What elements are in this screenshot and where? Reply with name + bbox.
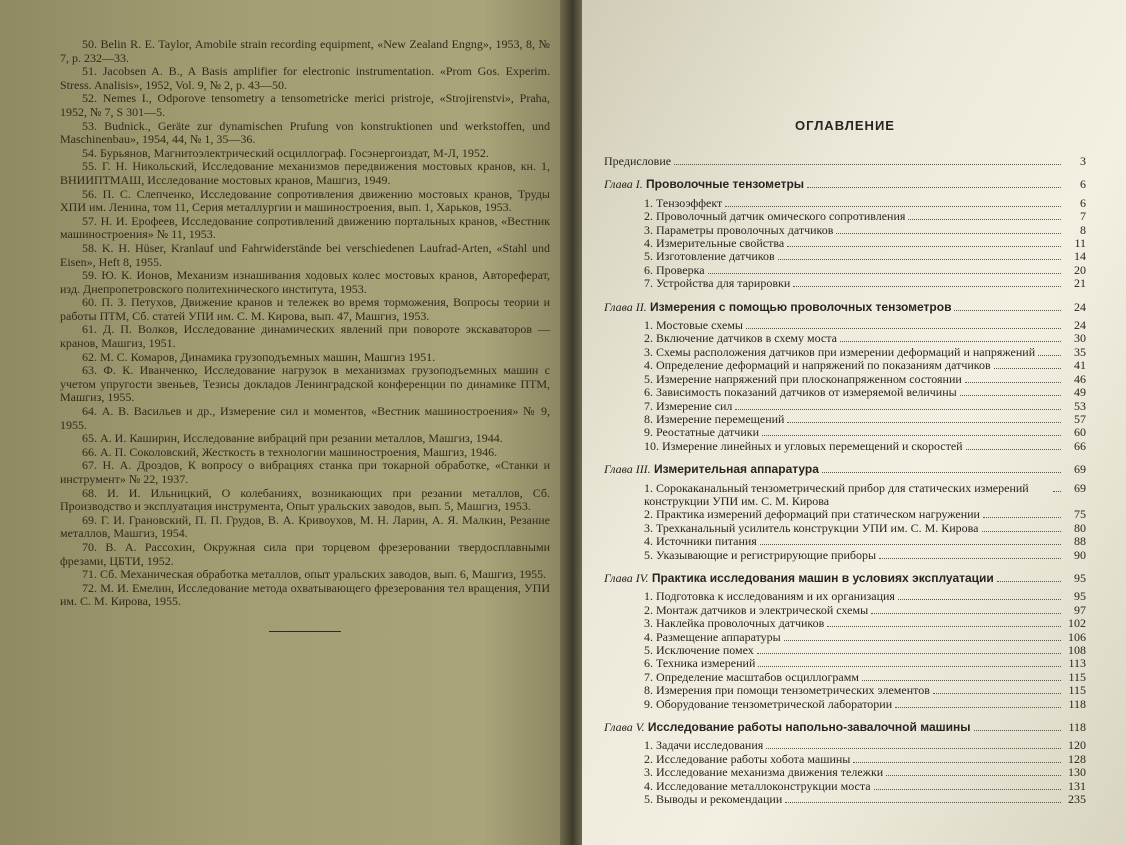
- reference-entry: 70. В. А. Рассохин, Окружная сила при торцевом фрезеровании твердосплавными фрезами, ЦБТИ, 1952.: [60, 539, 550, 568]
- toc-preface-page: 3: [1080, 154, 1086, 168]
- toc-section-page: 115: [1068, 669, 1086, 684]
- reference-entry: 59. Ю. К. Ионов, Механизм изнашивания ходовых колес мостовых кранов, Автореферат, изд. Днепропетровского политехнического института, 1953.: [60, 268, 550, 296]
- toc-section-label: 4. Исследование металлоконструкции моста: [644, 779, 871, 793]
- leader-dots: [725, 206, 1061, 207]
- toc-section: [604, 426, 1086, 439]
- toc-chapter: [604, 572, 1086, 585]
- reference-entry: 57. Н. И. Ерофеев, Исследование сопротивлений движению портальных кранов, «Вестник машиностроения» № 11, 1953.: [60, 213, 550, 242]
- toc-section: [604, 617, 1086, 630]
- reference-entry: 56. П. С. Слепченко, Исследование сопротивления движению мостовых кранов, Труды ХПИ им. Ленина, том 11, Серия металлургии и машиностроения, вып. 1, Харьков, 1953.: [60, 186, 550, 215]
- toc-section-page: 106: [1068, 629, 1086, 644]
- leader-dots: [983, 517, 1061, 518]
- toc-section-label: 8. Измерения при помощи тензометрических элементов: [644, 684, 930, 698]
- leader-dots: [898, 599, 1061, 600]
- toc-chapter-page: 69: [1074, 462, 1086, 477]
- toc-section-label: 1. Задачи исследования: [644, 739, 764, 753]
- toc-section-label: 1. Сорокаканальный тензометрический прибор для статических измерений конструкции УПИ им. С. М. Кирова: [644, 481, 1029, 508]
- toc-chapter-title: Измерения с помощью проволочных тензометров: [650, 300, 952, 314]
- toc-section-label: 5. Изготовление датчиков: [644, 250, 775, 264]
- toc-section: [604, 604, 1086, 617]
- toc-section-page: 80: [1074, 520, 1086, 535]
- leader-dots: [836, 233, 1061, 234]
- end-rule: [269, 631, 341, 632]
- leader-dots: [735, 409, 1061, 410]
- reference-entry: 72. М. И. Емелин, Исследование метода охватывающего фрезерования тел вращения, УПИ им. С. М. Кирова, 1955.: [60, 580, 550, 609]
- toc-section-label: 2. Монтаж датчиков и электрической схемы: [644, 603, 869, 617]
- toc-chapter-number: Глава IV.: [604, 571, 649, 585]
- leader-dots: [908, 219, 1061, 220]
- toc-section: [604, 522, 1086, 535]
- leader-dots: [879, 558, 1061, 559]
- toc-section: [604, 482, 1086, 509]
- reference-entry: 71. Сб. Механическая обработка металлов, опыт уральских заводов, вып. 6, Машгиз, 1955.: [82, 567, 547, 582]
- toc-chapter-title: Проволочные тензометры: [646, 178, 805, 192]
- toc-section-page: 131: [1068, 778, 1086, 793]
- reference-entry: 62. М. С. Комаров, Динамика грузоподъемных машин, Машгиз 1951.: [82, 349, 436, 364]
- toc-section: [604, 346, 1086, 359]
- toc-section: [604, 549, 1086, 562]
- toc-chapter-label: [604, 301, 951, 314]
- toc-section: [604, 359, 1086, 372]
- reference-entry: 53. Budnick., Geräte zur dynamischen Prufung von konstruktionen und werkstoffen, und Maschinenbau», 1954, 44, № 1, 35—36.: [60, 118, 550, 147]
- toc-section-label: 7. Определение масштабов осциллограмм: [644, 670, 859, 684]
- toc-section-label: 5. Указывающие и регистрирующие приборы: [644, 548, 877, 562]
- toc-section-label: 5. Исключение помех: [644, 644, 754, 657]
- leader-dots: [1053, 491, 1061, 492]
- toc-section: [604, 644, 1086, 657]
- leader-dots: [966, 449, 1061, 450]
- toc-section-label: 8. Измерение перемещений: [644, 412, 785, 426]
- reference-entry: 69. Г. И. Грановский, П. П. Грудов, В. А. Кривоухов, М. Н. Ларин, А. Я. Малкин, Резание металлов, Машгиз, 1954.: [60, 512, 550, 541]
- toc-section-label: 1. Мостовые схемы: [644, 319, 743, 333]
- reference-entry: 50. Belin R. E. Taylor, Amobile strain recording equipment, «New Zealand Engng», 1953, 8, № 7, p. 232—33.: [60, 37, 550, 65]
- toc-section-label: 3. Трехканальный усилитель конструкции УПИ им. С. М. Кирова: [644, 521, 979, 535]
- toc-section: [604, 739, 1086, 752]
- toc-section-label: 3. Наклейка проволочных датчиков: [644, 617, 825, 631]
- toc-section: [604, 440, 1086, 453]
- toc-section-page: 6: [1080, 195, 1086, 210]
- toc-section-page: 118: [1068, 696, 1086, 711]
- leader-dots: [787, 246, 1061, 247]
- toc-section: [604, 793, 1086, 806]
- toc-chapter-number: Глава II.: [604, 300, 647, 314]
- leader-dots: [760, 544, 1061, 545]
- toc-chapter: [604, 463, 1086, 476]
- toc-section-label: 3. Исследование механизма движения тележки: [644, 766, 884, 780]
- leader-dots: [853, 762, 1061, 763]
- toc-chapter-title: Измерительная аппаратура: [654, 463, 819, 477]
- toc-section-label: 3. Схемы расположения датчиков при измерении деформаций и напряжений: [644, 345, 1036, 359]
- toc-section-page: 113: [1068, 656, 1086, 671]
- reference-entry: 66. А. П. Соколовский, Жесткость в технологии машиностроения, Машгиз, 1946.: [82, 444, 498, 459]
- toc-chapter: [604, 721, 1086, 734]
- leader-dots: [778, 259, 1061, 260]
- toc-section: [604, 753, 1086, 766]
- reference-entry: 63. Ф. К. Иванченко, Исследование нагрузок в механизмах грузоподъемных машин с учетом упругости звеньев, Тезисы докладов Ленинградской конференции по динамике ПТМ, Машгиз, 1955.: [60, 363, 550, 405]
- reference-entry: 64. А. В. Васильев и др., Измерение сил и моментов, «Вестник машиностроения» № 9, 1955.: [60, 404, 550, 432]
- toc-section: [604, 780, 1086, 793]
- toc-section-page: 130: [1068, 765, 1086, 780]
- toc-section-label: 2. Включение датчиков в схему моста: [644, 332, 837, 346]
- toc-chapter-label: [604, 572, 994, 585]
- reference-entry: 68. И. И. Ильницкий, О колебаниях, возникающих при резании металлов, Сб. Производство и эксплуатация инструмента, Опыт уральских заводов, вып. 5, Машгиз, 1953.: [60, 485, 550, 514]
- toc-section-page: 8: [1080, 222, 1086, 237]
- toc-section-page: 102: [1068, 616, 1086, 631]
- leader-dots: [1038, 355, 1061, 356]
- toc-title: ОГЛАВЛЕНИЕ: [795, 118, 895, 133]
- leader-dots: [982, 531, 1062, 532]
- toc-chapters: [604, 178, 1086, 806]
- leader-dots: [974, 730, 1062, 731]
- toc-section-label: 4. Размещение аппаратуры: [644, 630, 781, 644]
- toc-section: [604, 210, 1086, 223]
- reference-entry: 61. Д. П. Волков, Исследование динамических явлений при повороте экскаваторов — кранов, Машгиз, 1951.: [60, 322, 550, 351]
- toc-chapter: [604, 178, 1086, 191]
- leader-dots: [758, 666, 1061, 667]
- toc-section: [604, 535, 1086, 548]
- leader-dots: [762, 435, 1061, 436]
- toc-section-label: 2. Исследование работы хобота машины: [644, 752, 851, 766]
- toc-chapter-title: Практика исследования машин в условиях эксплуатации: [651, 571, 994, 585]
- toc-section-label: 7. Устройства для тарировки: [644, 277, 791, 291]
- toc-chapter-number: Глава V.: [604, 721, 645, 735]
- leader-dots: [994, 368, 1061, 369]
- leader-dots: [874, 789, 1061, 790]
- toc-section-label: 4. Источники питания: [644, 535, 757, 549]
- toc-section: [604, 277, 1086, 290]
- toc-section-page: 30: [1074, 331, 1086, 346]
- leader-dots: [785, 802, 1061, 803]
- toc-section: [604, 224, 1086, 237]
- reference-list: [60, 38, 550, 609]
- reference-entry: 51. Jacobsen A. B., A Basis amplifier for electronic instrumentation. «Prom Gos. Experim. Stress. Analisis», 1952, Vol. 9, № 2, p. 43—50.: [60, 64, 550, 92]
- reference-entry: 52. Nemes I., Odporove tensometry a tensometricke merici pristroje, «Strojirenstvi», Praha, 1952, № 7, S 301—5.: [60, 91, 550, 119]
- toc-section-label: 6. Зависимость показаний датчиков от измеряемой величины: [644, 386, 957, 400]
- toc-preface: [604, 155, 1086, 168]
- toc-section-label: 9. Оборудование тензометрической лаборатории: [644, 697, 893, 711]
- reference-entry: 67. Н. А. Дроздов, К вопросу о вибрациях станка при токарной обработке, «Станки и инструмент» № 22, 1937.: [60, 458, 550, 486]
- toc-section-page: 14: [1074, 249, 1086, 264]
- reference-entry: 60. П. З. Петухов, Движение кранов и тележек во время торможения, Вопросы теории и работы ПТМ, Сб. статей УПИ им. С. М. Кирова, вып. 47, Машгиз, 1953.: [60, 295, 550, 323]
- toc-section: [604, 684, 1086, 697]
- toc-section-page: 41: [1074, 358, 1086, 373]
- toc-section: [604, 237, 1086, 250]
- toc-section-label: 5. Измерение напряжений при плосконапряженном состоянии: [644, 372, 962, 386]
- toc-section-label: 4. Измерительные свойства: [644, 237, 785, 251]
- toc-section-label: 6. Техника измерений: [644, 657, 756, 671]
- toc-section: [604, 197, 1086, 210]
- toc-section: [604, 508, 1086, 521]
- toc-section-page: 57: [1074, 411, 1086, 426]
- toc-section: [604, 250, 1086, 263]
- toc-section-page: 95: [1074, 589, 1086, 604]
- leader-dots: [827, 626, 1061, 627]
- leader-dots: [933, 693, 1061, 694]
- toc-section-page: 120: [1068, 738, 1086, 753]
- leader-dots: [674, 164, 1061, 165]
- toc-chapter-page: 6: [1080, 177, 1086, 192]
- reference-entry: 54. Бурьянов, Магнитоэлектрический осциллограф. Госэнергоиздат, М-Л, 1952.: [82, 145, 489, 160]
- toc-chapter-number: Глава III.: [604, 463, 651, 477]
- leader-dots: [787, 422, 1061, 423]
- toc-section: [604, 657, 1086, 670]
- contents-page: [582, 0, 1126, 845]
- toc-chapter-label: [604, 721, 971, 734]
- leader-dots: [965, 382, 1061, 383]
- toc-section-page: 11: [1074, 236, 1086, 251]
- toc-section-page: 75: [1074, 507, 1086, 522]
- toc-section: [604, 631, 1086, 644]
- toc-section-label: 7. Измерение сил: [644, 399, 733, 413]
- toc-section-label: 1. Подготовка к исследованиям и их организация: [644, 590, 895, 604]
- leader-dots: [895, 707, 1061, 708]
- toc-section-page: 46: [1074, 371, 1086, 386]
- toc-chapter: [604, 301, 1086, 314]
- toc-section-page: 35: [1074, 344, 1086, 359]
- toc-chapter-label: [604, 178, 804, 191]
- toc-section: [604, 264, 1086, 277]
- leader-dots: [708, 273, 1061, 274]
- toc-chapter-page: 95: [1074, 570, 1086, 585]
- toc-section-label: 9. Реостатные датчики: [644, 426, 760, 440]
- leader-dots: [746, 328, 1061, 329]
- leader-dots: [960, 395, 1061, 396]
- toc-preface-label: Предисловие: [604, 155, 672, 168]
- toc-section-label: 3. Параметры проволочных датчиков: [644, 223, 834, 237]
- toc-chapter-page: 24: [1074, 299, 1086, 314]
- toc-section-label: 10. Измерение линейных и угловых перемещений и скоростей: [644, 439, 963, 453]
- leader-dots: [862, 680, 1061, 681]
- toc-section-page: 69: [1074, 480, 1086, 495]
- toc-section-page: 235: [1068, 792, 1086, 807]
- toc-section: [604, 332, 1086, 345]
- reference-entry: 55. Г. Н. Никольский, Исследование механизмов передвижения мостовых кранов, кн. 1, ВНИИПТМАШ, Исследование мостовых кранов, Машгиз, 1949.: [60, 159, 550, 187]
- toc-section-label: 5. Выводы и рекомендации: [644, 793, 783, 807]
- toc-section: [604, 386, 1086, 399]
- toc-section: [604, 373, 1086, 386]
- leader-dots: [997, 581, 1061, 582]
- toc-section: [604, 698, 1086, 711]
- toc-section-page: 53: [1074, 398, 1086, 413]
- toc-section-page: 7: [1080, 209, 1086, 224]
- leader-dots: [784, 640, 1061, 641]
- leader-dots: [766, 748, 1061, 749]
- reference-entry: 65. А. И. Каширин, Исследование вибраций при резании металлов, Машгиз, 1944.: [82, 431, 503, 446]
- leader-dots: [757, 653, 1061, 654]
- leader-dots: [807, 187, 1061, 188]
- leader-dots: [822, 472, 1061, 473]
- toc-section: [604, 671, 1086, 684]
- leader-dots: [954, 310, 1061, 311]
- toc-section: [604, 413, 1086, 426]
- reference-entry: 58. K. H. Hüser, Kranlauf und Fahrwiderstände bei verschiedenen Laufrad-Arten, «Stahl und Eisen», Heft 8, 1955.: [60, 240, 550, 269]
- leader-dots: [840, 341, 1061, 342]
- toc-section-page: 20: [1074, 262, 1086, 277]
- toc-section-page: 24: [1074, 318, 1086, 333]
- toc-section-page: 115: [1068, 683, 1086, 698]
- toc-section-page: 88: [1074, 534, 1086, 549]
- leader-dots: [871, 613, 1061, 614]
- toc-section-page: 66: [1074, 438, 1086, 453]
- toc-chapter-page: 118: [1068, 720, 1086, 735]
- toc-section-label: 4. Определение деформаций и напряжений по показаниям датчиков: [644, 359, 991, 373]
- toc-section-page: 21: [1074, 276, 1086, 291]
- leader-dots: [886, 775, 1061, 776]
- toc-section-label: 6. Проверка: [644, 263, 705, 277]
- toc-section-page: 128: [1068, 751, 1086, 766]
- toc-section: [604, 400, 1086, 413]
- toc-chapter-title: Исследование работы напольно-завалочной машины: [647, 721, 971, 735]
- toc-section-label: 1. Тензоэффект: [644, 196, 723, 210]
- toc-section: [604, 319, 1086, 332]
- toc-section-page: 97: [1074, 602, 1086, 617]
- toc-section-label: 2. Практика измерений деформаций при статическом нагружении: [644, 508, 980, 522]
- toc-chapter-number: Глава I.: [604, 178, 643, 192]
- toc-chapter-label: [604, 463, 819, 476]
- toc-section-page: 90: [1074, 547, 1086, 562]
- toc-section: [604, 766, 1086, 779]
- leader-dots: [793, 286, 1061, 287]
- toc-section-page: 49: [1074, 385, 1086, 400]
- toc-section: [604, 590, 1086, 603]
- toc-section-page: 108: [1068, 643, 1086, 657]
- toc-section-page: 60: [1074, 425, 1086, 440]
- toc-section-label: 2. Проволочный датчик омического сопротивления: [644, 210, 906, 224]
